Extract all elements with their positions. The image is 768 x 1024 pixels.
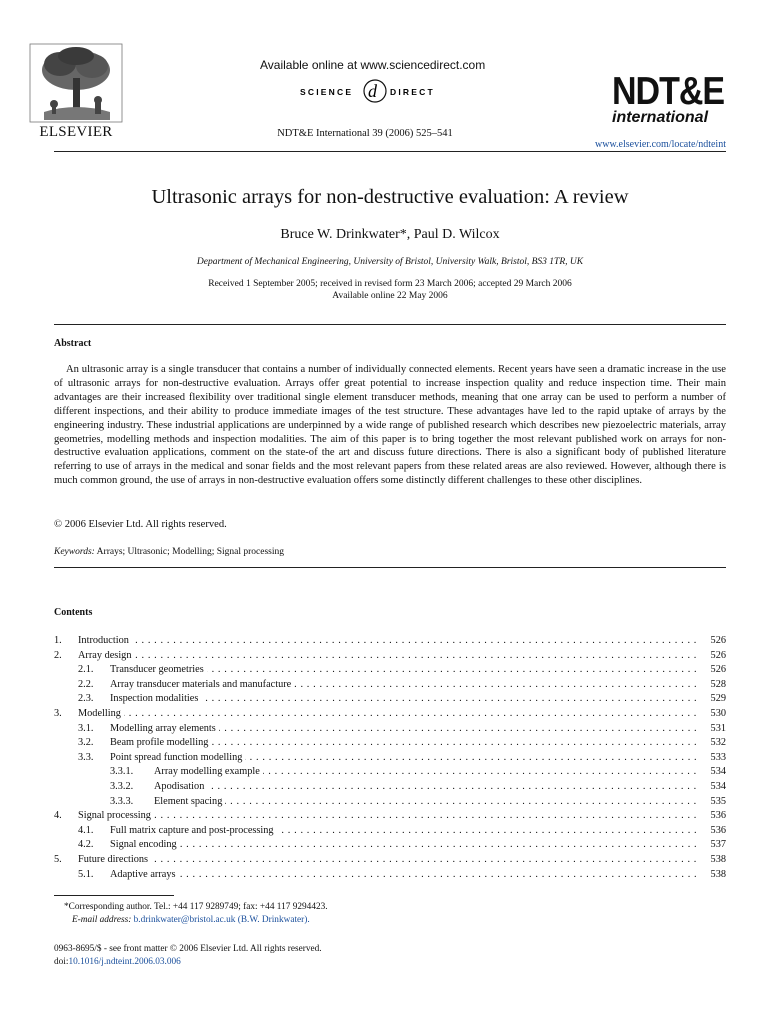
footnote-divider [54, 895, 174, 896]
toc-entry-page: 528 [710, 678, 726, 690]
toc-entry[interactable] [54, 751, 726, 766]
doi-label: doi: [54, 957, 69, 967]
toc-entry-number: 1. [54, 635, 62, 646]
toc-entry-page: 530 [710, 707, 726, 719]
toc-entry-title-text: Beam profile modelling [110, 737, 211, 748]
toc-entry-title-text: Element spacing [154, 796, 225, 807]
toc-entry-number: 3.3.1. [110, 766, 134, 778]
toc-entry-number: 5. [54, 853, 62, 865]
toc-entry-title [110, 824, 698, 839]
sciencedirect-left: SCIENCE [300, 87, 354, 97]
toc-entry-page: 526 [710, 664, 726, 676]
toc-entry-title-text: Array design [78, 650, 134, 661]
title-divider [54, 324, 726, 325]
toc-entry[interactable] [54, 736, 726, 751]
toc-entry-title [78, 707, 698, 722]
toc-entry-number: 2.3. [78, 693, 94, 705]
toc-entry[interactable] [54, 678, 726, 693]
toc-entry-page: 538 [710, 853, 726, 865]
toc-entry-title-text: Signal encoding [110, 839, 180, 850]
email-label: E-mail address: [72, 915, 132, 925]
author-affiliation: Department of Mechanical Engineering, University of Bristol, University Walk, Bristol, BS3 1TR, UK [196, 257, 584, 267]
toc-entry-title [78, 853, 698, 868]
toc-entry-title-text: Inspection modalities [110, 693, 201, 704]
received-dates [54, 278, 726, 302]
toc-entry[interactable] [54, 853, 726, 868]
toc-entry-number: 4.1. [78, 824, 94, 836]
toc-entry-number: 3.1. [78, 722, 94, 734]
toc-entry-title-text: Adaptive arrays [110, 869, 178, 880]
toc-entry-page: 529 [710, 693, 726, 705]
toc-entry-title-text: Transducer geometries [110, 664, 207, 675]
journal-logo-sub: international [612, 109, 709, 126]
toc-entry-title-text: Point spread function modelling [110, 752, 245, 763]
toc-entry-title [110, 692, 698, 707]
toc-entry[interactable] [54, 765, 726, 780]
toc-entry-title-text: Modelling array elements [110, 723, 219, 734]
toc-entry-number: 4. [54, 810, 62, 822]
toc-entry-title [110, 736, 698, 751]
toc-entry-page: 526 [710, 649, 726, 661]
toc-entry-title-text: Apodisation [154, 781, 207, 792]
article-authors: Bruce W. Drinkwater*, Paul D. Wilcox [280, 227, 500, 242]
keywords [54, 547, 284, 557]
toc-entry-number: 3.3.3. [110, 795, 134, 807]
keywords-list: Arrays; Ultrasonic; Modelling; Signal processing [96, 547, 285, 557]
toc-entry[interactable] [54, 649, 726, 664]
toc-entry[interactable] [54, 838, 726, 853]
journal-logo [612, 69, 732, 128]
available-line: Available online 22 May 2006 [332, 291, 448, 301]
received-line: Received 1 September 2005; received in revised form 23 March 2006; accepted 29 March 2006 [208, 279, 572, 289]
toc-entry-title [154, 780, 698, 795]
toc-entry-title [110, 722, 698, 737]
toc-entry-number: 3.3. [78, 751, 94, 763]
toc-entry-page: 533 [710, 751, 726, 763]
sciencedirect-logo [300, 79, 450, 103]
toc-entry-title [110, 678, 698, 693]
toc-entry-number: 3. [54, 707, 62, 719]
doi-line [54, 957, 181, 967]
toc-entry-number: 5.1. [78, 868, 94, 880]
toc-entry[interactable] [54, 722, 726, 737]
corresponding-author-note: *Corresponding author. Tel.: +44 117 9289749; fax: +44 117 9294423. [64, 902, 328, 912]
toc-entry-title-text: Full matrix capture and post-processing [110, 825, 277, 836]
sciencedirect-d-icon: d [368, 81, 377, 101]
keywords-label: Keywords: [54, 547, 95, 557]
toc-entry-number: 2.1. [78, 664, 94, 676]
email-link[interactable]: b.drinkwater@bristol.ac.uk (B.W. Drinkwater). [133, 915, 310, 925]
toc-entry-number: 2.2. [78, 678, 94, 690]
toc-entry-title-text: Array transducer materials and manufacture [110, 679, 294, 690]
toc-entry-title [110, 868, 698, 883]
toc-entry-page: 526 [710, 635, 726, 646]
toc-entry-title [154, 765, 698, 780]
issn-line: 0963-8695/$ - see front matter © 2006 Elsevier Ltd. All rights reserved. [54, 944, 322, 954]
journal-url-link[interactable]: www.elsevier.com/locate/ndteint [595, 139, 726, 150]
toc-entry-page: 535 [710, 795, 726, 807]
toc-entry-page: 534 [710, 780, 726, 792]
toc-entry-page: 538 [710, 868, 726, 880]
toc-entry-page: 534 [710, 766, 726, 778]
toc-entry-page: 537 [710, 839, 726, 851]
abstract-heading: Abstract [54, 338, 92, 349]
toc-entry[interactable] [54, 795, 726, 810]
toc-entry-number: 2. [54, 649, 62, 661]
toc-entry[interactable] [54, 692, 726, 707]
article-title: Ultrasonic arrays for non-destructive evaluation: A review [151, 186, 629, 208]
toc-entry[interactable] [54, 809, 726, 824]
toc-entry-title [78, 649, 698, 664]
toc-entry-title [154, 795, 698, 810]
journal-reference: NDT&E International 39 (2006) 525–541 [277, 128, 453, 139]
contents-heading: Contents [54, 607, 93, 618]
toc-entry[interactable] [54, 824, 726, 839]
toc-entry-title-text: Array modelling example [154, 766, 263, 777]
journal-logo-main: NDT&E [612, 69, 725, 114]
toc-entry-number: 4.2. [78, 839, 94, 851]
toc-entry[interactable] [54, 663, 726, 678]
toc-entry-title [78, 809, 698, 824]
toc-entry-title-text: Introduction [78, 635, 132, 646]
toc-entry-title [110, 838, 698, 853]
toc-entry-page: 532 [710, 737, 726, 749]
publisher-name: ELSEVIER [39, 124, 113, 140]
header-divider [54, 151, 726, 152]
toc-entry-page: 536 [710, 824, 726, 836]
email-note [72, 915, 310, 925]
toc-entry-title [110, 663, 698, 678]
sciencedirect-right: DIRECT [390, 87, 435, 97]
toc-entry-title-text: Modelling [78, 708, 124, 719]
toc-entry[interactable] [54, 707, 726, 722]
toc-entry-page: 531 [710, 722, 726, 734]
toc-entry-title [110, 751, 698, 766]
toc-entry-number: 3.2. [78, 737, 94, 749]
toc-entry[interactable] [54, 868, 726, 883]
table-of-contents [54, 634, 726, 882]
abstract-copyright: © 2006 Elsevier Ltd. All rights reserved. [54, 519, 227, 530]
toc-entry-number: 3.3.2. [110, 780, 134, 792]
abstract-body: An ultrasonic array is a single transducer that contains a number of individually connected elements. Recent years have seen a dramatic increase in the use of ultrasonic arrays for non-destructive evaluation. Arrays offer great potential to increase inspection quality and reduce inspection time. Their main advantages are their increased flexibility over traditional single element transducer methods, meaning that one array can be used to perform a number of different inspections, and their ability to produce immediate images of the test structure. These advantages have led to the rapid uptake of arrays by the engineering industry. These industrial applications are underpinned by a wide range of published research which describes new piezoelectric materials, array geometries, modelling methods and inspection modalities. The aim of this paper is to bring together the most relevant published work on arrays for non-destructive evaluation applications, comment on the state-of the art and discuss future directions. There is also a significant body of published literature referring to use of arrays in the medical and sonar fields and the most relevant papers from these related areas are also reviewed. However, although there is much common ground, the use of arrays in non-destructive evaluation offers some distinctly different challenges to these other disciplines. [54, 364, 726, 487]
toc-entry[interactable] [54, 780, 726, 795]
doi-link[interactable]: 10.1016/j.ndteint.2006.03.006 [68, 957, 181, 967]
toc-entry-title-text: Future directions [78, 854, 151, 865]
toc-entry-title-text: Signal processing [78, 810, 154, 821]
available-online-text[interactable]: Available online at www.sciencedirect.com [260, 58, 486, 72]
toc-entry[interactable] [54, 634, 726, 649]
abstract-divider [54, 567, 726, 568]
toc-entry-title [78, 634, 698, 649]
toc-entry-page: 536 [710, 810, 726, 822]
